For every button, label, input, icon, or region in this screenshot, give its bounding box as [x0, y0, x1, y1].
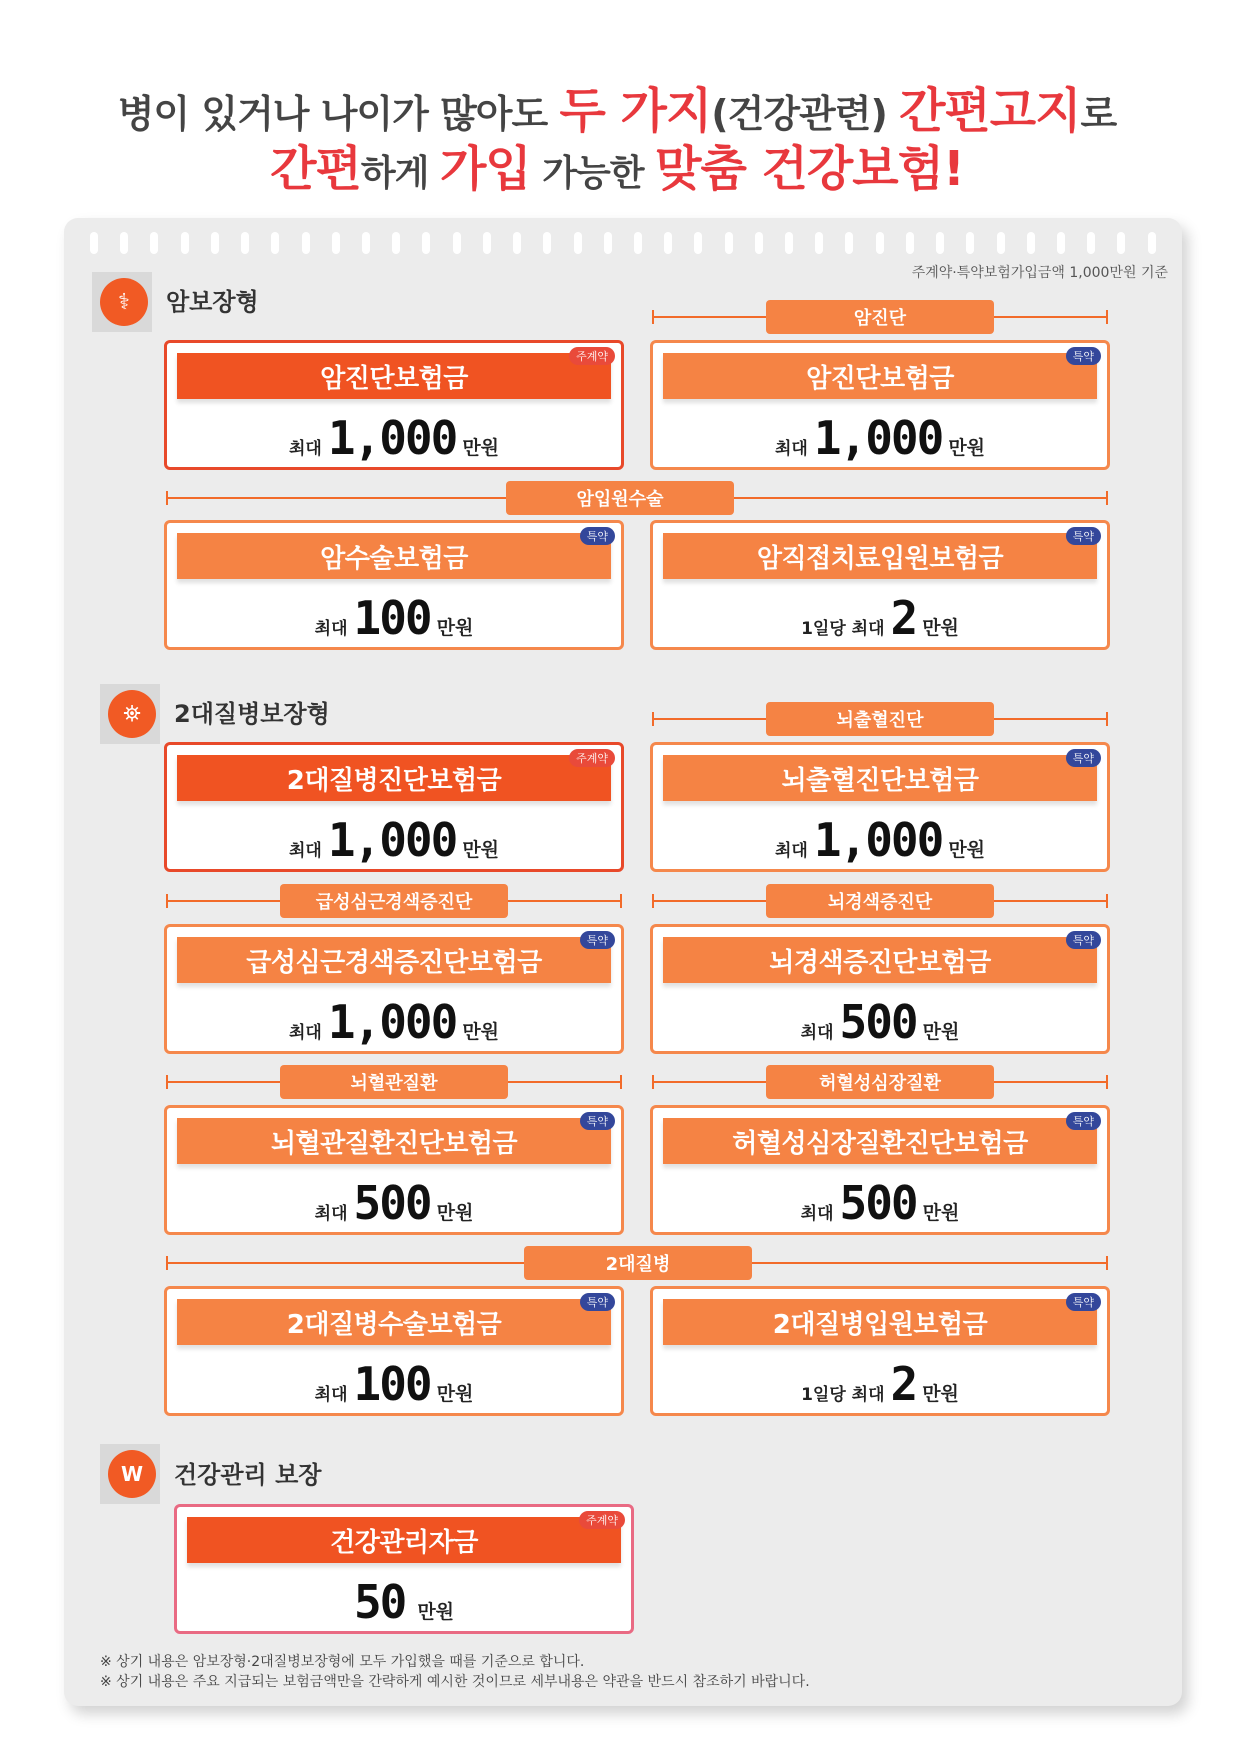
section-title-cancer: 암보장형	[166, 288, 259, 316]
badge-rider: 특약	[1066, 931, 1101, 949]
binder-hole	[664, 232, 672, 254]
binder-hole	[453, 232, 461, 254]
headline-text: 가능한	[530, 153, 656, 194]
headline-text: 병이 있거나 나이가 많아도	[117, 92, 560, 136]
card-title: 2대질병진단보험금	[177, 755, 611, 801]
group-label-stroke-hemorrhage: 뇌출혈진단	[766, 702, 994, 736]
amount-unit: 만원	[922, 1383, 959, 1405]
badge-rider: 특약	[580, 931, 615, 949]
amount-unit: 만원	[922, 1021, 960, 1043]
binder-hole	[90, 232, 98, 254]
amount-number: 1,000	[327, 995, 457, 1049]
binder-hole	[483, 232, 491, 254]
card-cerebrovascular	[164, 1105, 624, 1235]
binder-hole	[785, 232, 793, 254]
badge-primary: 주계약	[569, 749, 615, 767]
card-cancer-hospitalization	[650, 520, 1110, 650]
amount-number: 500	[839, 995, 917, 1049]
binder-hole	[815, 232, 823, 254]
binder-hole	[362, 232, 370, 254]
badge-rider: 특약	[1066, 749, 1101, 767]
group-label-ami: 급성심근경색증진단	[280, 884, 508, 918]
amount-unit: 만원	[948, 437, 986, 459]
card-major-hospitalization	[650, 1286, 1110, 1416]
card-amount	[167, 1357, 621, 1409]
binder-hole	[1057, 232, 1065, 254]
card-major-surgery	[164, 1286, 624, 1416]
card-ami	[164, 924, 624, 1054]
amount-number: 100	[353, 1357, 431, 1411]
card-title: 암진단보험금	[663, 353, 1097, 399]
binder-hole	[211, 232, 219, 254]
card-stroke-infarction	[650, 924, 1110, 1054]
amount-number: 500	[353, 1176, 431, 1230]
footnote: ※ 상기 내용은 암보장형·2대질병보장형에 모두 가입했을 때를 기준으로 합니다.	[100, 1654, 585, 1670]
binder-hole	[694, 232, 702, 254]
amount-number: 1,000	[813, 411, 943, 465]
headline-highlight: 맞춤 건강보험!	[655, 141, 964, 197]
badge-rider: 특약	[1066, 347, 1101, 365]
amount-prefix: 최대	[800, 1204, 834, 1224]
card-title: 암진단보험금	[177, 353, 611, 399]
section-title-major: 2대질병보장형	[174, 700, 330, 728]
group-label-cancer-surgery: 암입원수술	[506, 481, 734, 515]
amount-prefix: 최대	[774, 841, 808, 861]
binder-hole	[1027, 232, 1035, 254]
headline-text: 하게	[360, 153, 440, 194]
card-amount	[653, 995, 1107, 1047]
amount-prefix: 최대	[800, 1023, 834, 1043]
amount-unit: 만원	[948, 839, 986, 861]
card-title: 뇌경색증진단보험금	[663, 937, 1097, 983]
group-label-ischemic-heart: 허혈성심장질환	[766, 1065, 994, 1099]
card-amount	[177, 1575, 631, 1627]
amount-prefix: 최대	[314, 1385, 348, 1405]
binder-hole	[332, 232, 340, 254]
binder-hole	[966, 232, 974, 254]
card-amount	[167, 813, 621, 865]
binder-hole	[997, 232, 1005, 254]
amount-prefix: 최대	[288, 1023, 322, 1043]
card-title: 뇌혈관질환진단보험금	[177, 1118, 611, 1164]
amount-number: 100	[353, 591, 431, 645]
headline-highlight: 두 가지	[559, 83, 712, 139]
footnotes	[100, 1652, 810, 1692]
headline-line-2	[0, 130, 1234, 199]
amount-prefix: 최대	[288, 439, 322, 459]
badge-rider: 특약	[1066, 1112, 1101, 1130]
card-stroke-hemorrhage	[650, 742, 1110, 872]
amount-prefix: 1일당 최대	[801, 619, 885, 639]
amount-unit: 만원	[462, 1021, 500, 1043]
amount-prefix: 최대	[314, 619, 348, 639]
binder-hole	[755, 232, 763, 254]
card-title: 암수술보험금	[177, 533, 611, 579]
binder-hole	[181, 232, 189, 254]
amount-number: 50	[353, 1575, 406, 1629]
binder-holes	[90, 232, 1156, 254]
card-title: 뇌출혈진단보험금	[663, 755, 1097, 801]
amount-unit: 만원	[436, 1202, 474, 1224]
card-title: 허혈성심장질환진단보험금	[663, 1118, 1097, 1164]
card-amount	[653, 813, 1107, 865]
amount-unit: 만원	[922, 617, 959, 639]
stethoscope-icon: ⚕	[92, 272, 152, 332]
card-amount	[653, 411, 1107, 463]
badge-rider: 특약	[580, 1293, 615, 1311]
badge-rider: 특약	[1066, 1293, 1101, 1311]
binder-hole	[936, 232, 944, 254]
amount-unit: 만원	[922, 1202, 960, 1224]
hospital-bed-icon: ⛯	[100, 684, 160, 744]
amount-unit: 만원	[436, 1383, 474, 1405]
badge-rider: 특약	[580, 527, 615, 545]
coin-icon: W	[100, 1444, 160, 1504]
headline-text: (건강관련)	[711, 92, 900, 136]
card-amount	[167, 995, 621, 1047]
binder-hole	[634, 232, 642, 254]
amount-number: 2	[890, 591, 917, 645]
card-title: 급성심근경색증진단보험금	[177, 937, 611, 983]
binder-hole	[906, 232, 914, 254]
group-label-cerebrovascular: 뇌혈관질환	[280, 1065, 508, 1099]
binder-hole	[422, 232, 430, 254]
footnote: ※ 상기 내용은 주요 지급되는 보험금액만을 간략하게 예시한 것이므로 세부내용은 약관을 반드시 참조하기 바랍니다.	[100, 1674, 810, 1690]
amount-unit: 만원	[417, 1601, 455, 1623]
card-major-diagnosis-main	[164, 742, 624, 872]
binder-hole	[543, 232, 551, 254]
binder-hole	[845, 232, 853, 254]
amount-number: 1,000	[327, 813, 457, 867]
headline-text: 로	[1080, 92, 1117, 136]
headline-highlight: 가입	[439, 141, 531, 197]
group-label-cancer-diagnosis: 암진단	[766, 300, 994, 334]
card-amount	[167, 411, 621, 463]
card-title: 암직접치료입원보험금	[663, 533, 1097, 579]
binder-hole	[513, 232, 521, 254]
headline-highlight: 간편고지	[899, 83, 1081, 139]
section-title-health: 건강관리 보장	[174, 1461, 322, 1489]
card-amount	[167, 1176, 621, 1228]
binder-hole	[120, 232, 128, 254]
amount-number: 2	[890, 1357, 917, 1411]
card-title: 건강관리자금	[187, 1517, 621, 1563]
headline-highlight: 간편	[270, 141, 361, 197]
amount-prefix: 최대	[314, 1204, 348, 1224]
binder-hole	[271, 232, 279, 254]
card-amount	[653, 591, 1107, 643]
amount-unit: 만원	[462, 839, 500, 861]
card-title: 2대질병수술보험금	[177, 1299, 611, 1345]
amount-prefix: 1일당 최대	[801, 1385, 885, 1405]
amount-unit: 만원	[462, 437, 500, 459]
binder-hole	[392, 232, 400, 254]
amount-number: 1,000	[813, 813, 943, 867]
binder-hole	[574, 232, 582, 254]
amount-unit: 만원	[436, 617, 474, 639]
amount-prefix: 최대	[774, 439, 808, 459]
group-label-two-major: 2대질병	[524, 1246, 752, 1280]
card-amount	[167, 591, 621, 643]
binder-hole	[1087, 232, 1095, 254]
binder-hole	[302, 232, 310, 254]
binder-hole	[725, 232, 733, 254]
card-ischemic-heart	[650, 1105, 1110, 1235]
amount-number: 1,000	[327, 411, 457, 465]
card-cancer-diagnosis-main	[164, 340, 624, 470]
card-cancer-diagnosis-rider	[650, 340, 1110, 470]
card-title: 2대질병입원보험금	[663, 1299, 1097, 1345]
badge-primary: 주계약	[579, 1511, 625, 1529]
binder-hole	[241, 232, 249, 254]
binder-hole	[604, 232, 612, 254]
badge-primary: 주계약	[569, 347, 615, 365]
card-amount	[653, 1357, 1107, 1409]
binder-hole	[150, 232, 158, 254]
binder-hole	[1117, 232, 1125, 254]
amount-number: 500	[839, 1176, 917, 1230]
binder-hole	[876, 232, 884, 254]
card-cancer-surgery	[164, 520, 624, 650]
badge-rider: 특약	[580, 1112, 615, 1130]
basis-note: 주계약·특약보험가입금액 1,000만원 기준	[911, 265, 1168, 281]
badge-rider: 특약	[1066, 527, 1101, 545]
card-health-management	[174, 1504, 634, 1634]
group-label-stroke-infarction: 뇌경색증진단	[766, 884, 994, 918]
binder-hole	[1148, 232, 1156, 254]
amount-prefix: 최대	[288, 841, 322, 861]
card-amount	[653, 1176, 1107, 1228]
